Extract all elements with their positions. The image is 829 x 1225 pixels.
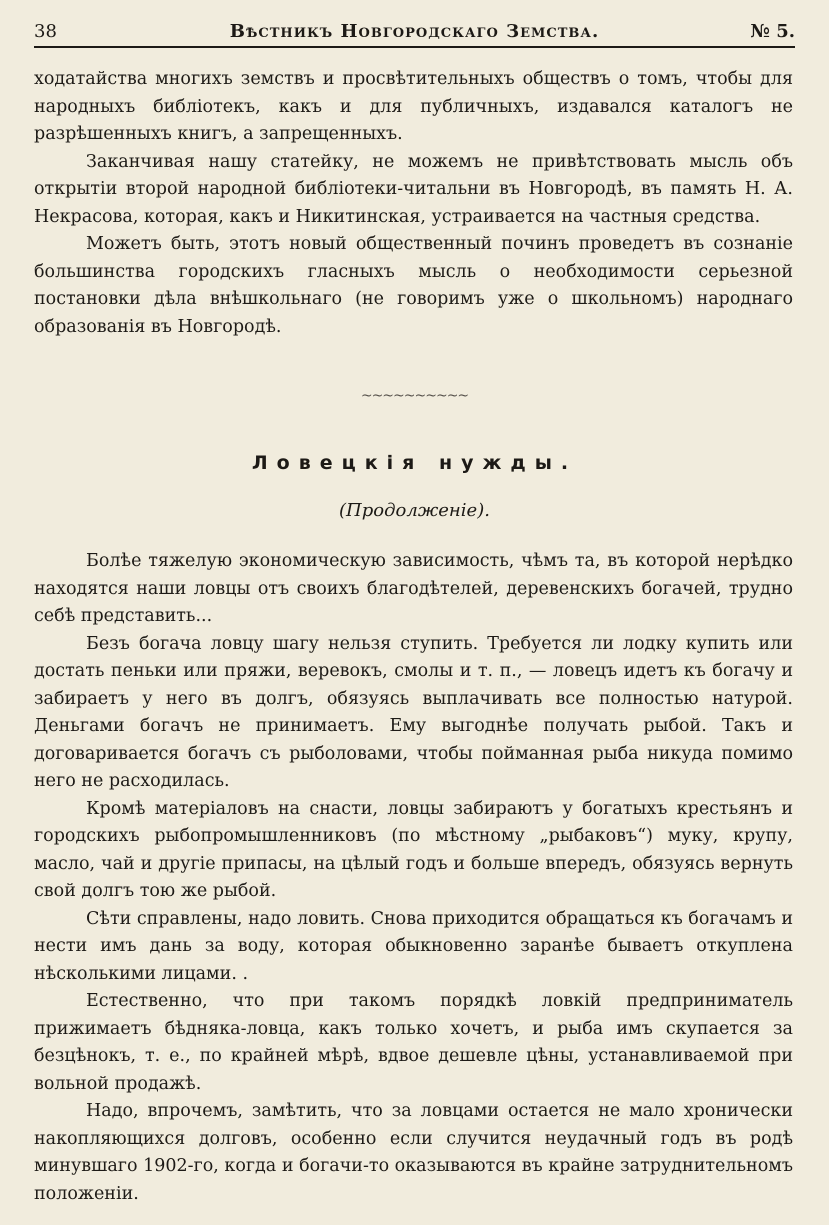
paragraph: Безъ богача ловцу шагу нельзя ступить. Требуется ли лодку купить или достать пеньки или пряжи, веревокъ, смолы и т. п., — ловецъ идетъ къ богачу и забираетъ у него въ долгъ, обязуясь выплачивать все полностью натурой. Деньгами богачъ не принимаетъ. Ему выгоднѣе получать рыбой. Такъ и договаривается богачъ съ рыболовами, чтобы пойманная рыба никуда помимо него не расходилась. (34, 633, 793, 791)
intro-text (34, 66, 793, 341)
section-subtitle: (Продолженіе). (339, 500, 490, 521)
paragraph: Можетъ быть, этотъ новый общественный починъ проведетъ въ сознаніе большинства городскихъ гласныхъ мысль о необходимости серьезной постановки дѣла внѣшкольнаго (не говоримъ уже о школьномъ) народнаго образованія въ Новгородѣ. (34, 234, 793, 337)
paragraph: Болѣе тяжелую экономическую зависимость, чѣмъ та, въ которой нерѣдко находятся наши ловцы отъ своихъ благодѣтелей, деревенскихъ богачей, трудно себѣ представить... (34, 551, 793, 626)
paragraph: Сѣти справлены, надо ловить. Снова приходится обращаться къ богачамъ и нести имъ дань за воду, которая обыкновенно заранѣе бываетъ откуплена нѣсколькими лицами. . (34, 908, 793, 984)
section-title: Ловецкія нужды. (251, 452, 578, 474)
running-header (34, 20, 795, 48)
page-number: 38 (34, 21, 57, 42)
paragraph: Надо, впрочемъ, замѣтить, что за ловцами остается не мало хронически накопляющихся долговъ, особенно если случится неудачный годъ въ родѣ минувшаго 1902-го, когда и богачи-то оказываются въ крайне затруднительномъ положеніи. (34, 1101, 793, 1204)
paragraph: Кромѣ матеріаловъ на снасти, ловцы забираютъ у богатыхъ крестьянъ и городскихъ рыбопромышленниковъ (по мѣстному „рыбаковъ“) муку, крупу, масло, чай и другіе припасы, на цѣлый годъ и больше впередъ, обязуясь вернуть свой долгъ тою же рыбой. (34, 798, 793, 901)
paragraph: ходатайства многихъ земствъ и просвѣтительныхъ обществъ о томъ, чтобы для народныхъ библіотекъ, какъ и для публичныхъ, издавался каталогъ не разрѣшенныхъ книгъ, а запрещенныхъ. (34, 69, 793, 144)
issue-number: № 5. (750, 21, 795, 42)
divider-ornament: ~~~~~~~~~~ (360, 388, 469, 404)
paragraph: Естественно, что при такомъ порядкѣ ловкій предприниматель прижимаетъ бѣдняка-ловца, какъ только хочетъ, и рыба имъ скупается за безцѣнокъ, т. е., по крайней мѣрѣ, вдвое дешевле цѣны, устанавливаемой при вольной продажѣ. (34, 991, 793, 1094)
article-text (34, 548, 793, 1208)
paragraph: Заканчивая нашу статейку, не можемъ не привѣтствовать мысль объ открытіи второй народной библіотеки-читальни въ Новгородѣ, въ память Н. А. Некрасова, которая, какъ и Никитинская, устраивается на частныя средства. (34, 151, 793, 227)
journal-title: Вѣстникъ Новгородскаго Земства. (229, 21, 600, 42)
